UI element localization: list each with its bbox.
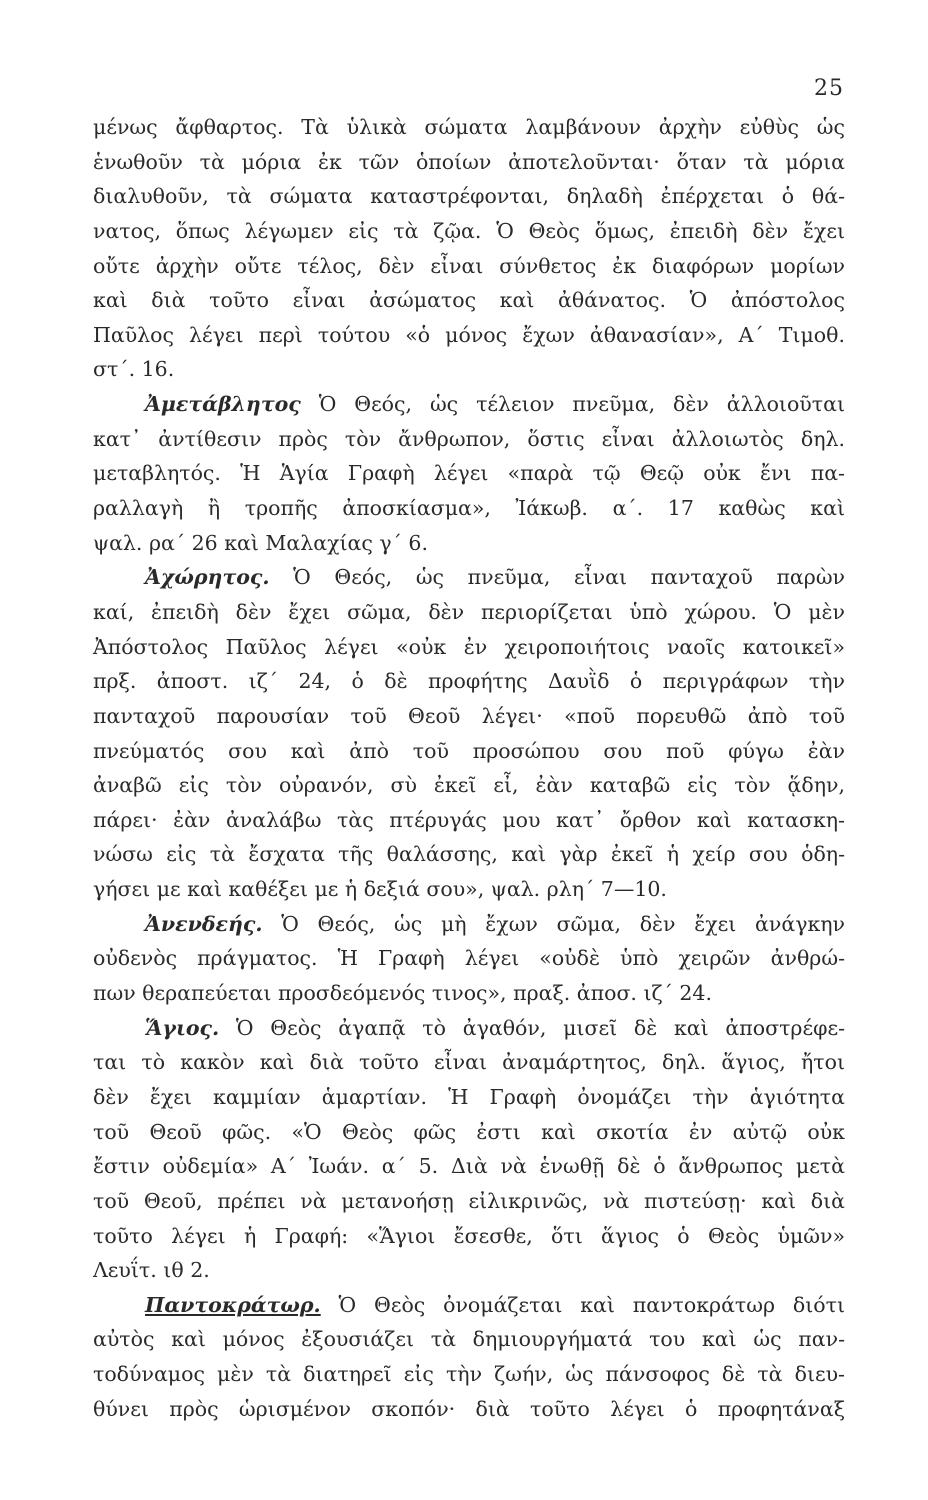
text-line [93, 1392, 845, 1427]
line-text: Ὁ Θεός, ὡς μὴ ἔχων σῶμα, δὲν ἔχει ἀνάγκην [262, 911, 845, 936]
entry-term: Ἀνενδεής. [145, 911, 263, 936]
line-text: διαλυθοῦν, τὰ σώματα καταστρέφονται, δηλαδὴ ἐπέρχεται ὁ θά- [93, 184, 845, 209]
line-text: πανταχοῦ παρουσίαν τοῦ Θεοῦ λέγει· «ποῦ πορευθῶ ἀπὸ τοῦ [93, 703, 845, 728]
text-line [93, 318, 845, 353]
line-text: πρξ. ἀποστ. ιζ΄ 24, ὁ δὲ προφήτης Δαυῒδ ὁ περιγράφων τὴν [93, 669, 845, 694]
line-text: Ὁ Θεὸς ὀνομάζεται καὶ παντοκράτωρ διότι [320, 1292, 845, 1317]
line-text: τοῦτο λέγει ἡ Γραφή: «Ἅγιοι ἔσεσθε, ὅτι ἅγιος ὁ Θεὸς ὑμῶν» [93, 1223, 845, 1248]
entry-heading-line [93, 907, 845, 942]
page-number: 25 [814, 76, 844, 101]
text-line [93, 1219, 845, 1254]
line-text: Ὁ Θεὸς ἀγαπᾷ τὸ ἀγαθόν, μισεῖ δὲ καὶ ἀποστρέφε- [219, 1015, 845, 1040]
text-line [93, 976, 845, 1011]
text-line [93, 941, 845, 976]
text-line [93, 214, 845, 249]
line-text: ἔστιν οὐδεμία» Α΄ Ἰωάν. α΄ 5. Διὰ νὰ ἑνωθῇ δὲ ὁ ἄνθρωπος μετὰ [93, 1154, 845, 1179]
text-line [93, 179, 845, 214]
line-text: θύνει πρὸς ὡρισμένον σκοπόν· διὰ τοῦτο λέγει ὁ προφητάναξ [93, 1396, 845, 1421]
line-text: πάρει· ἐὰν ἀναλάβω τὰς πτέρυγάς μου κατ᾽ ὄρθον καὶ κατασκη- [93, 807, 845, 832]
text-line [93, 1253, 845, 1288]
line-text: ψαλ. ρα΄ 26 καὶ Μαλαχίας γ΄ 6. [93, 530, 428, 555]
line-text: στ΄. 16. [93, 357, 175, 382]
text-line [93, 145, 845, 180]
line-text: δὲν ἔχει καμμίαν ἁμαρτίαν. Ἡ Γραφὴ ὀνομάζει τὴν ἁγιότητα [93, 1084, 845, 1109]
text-line [93, 734, 845, 769]
text-line [93, 803, 845, 838]
text-line [93, 1080, 845, 1115]
line-text: αὐτὸς καὶ μόνος ἐξουσιάζει τὰ δημιουργήματά του καὶ ὡς παν- [93, 1327, 845, 1352]
line-text: τοῦ Θεοῦ, πρέπει νὰ μετανοήσῃ εἰλικρινῶς, νὰ πιστεύσῃ· καὶ διὰ [93, 1188, 845, 1213]
entry-heading-line [93, 1011, 845, 1046]
text-line [93, 837, 845, 872]
entry-term: Ἅγιος. [145, 1015, 220, 1040]
entry-heading-line [93, 560, 845, 595]
text-line [93, 630, 845, 665]
line-text: μένως ἄφθαρτος. Τὰ ὑλικὰ σώματα λαμβάνουν ἀρχὴν εὐθὺς ὡς [93, 115, 845, 139]
text-line [93, 1045, 845, 1080]
line-text: νατος, ὅπως λέγωμεν εἰς τὰ ζῷα. Ὁ Θεὸς ὅμως, ἐπειδὴ δὲν ἔχει [93, 218, 845, 243]
text-line [93, 491, 845, 526]
text-line [93, 595, 845, 630]
body-text [93, 110, 845, 1426]
entry-term: Παντοκράτωρ. [145, 1292, 321, 1317]
entry-term: Ἀχώρητος. [145, 565, 270, 590]
text-line [93, 1184, 845, 1219]
line-text: ραλλαγὴ ἢ τροπῆς ἀποσκίασμα», Ἰάκωβ. α΄. 17 καθὼς καὶ [93, 496, 845, 521]
line-text: Ἀπόστολος Παῦλος λέγει «οὐκ ἐν χειροποιήτοις ναοῖς κατοικεῖ» [93, 634, 845, 659]
line-text: πων θεραπεύεται προσδεόμενός τινος», πραξ. ἀποσ. ιζ΄ 24. [93, 981, 712, 1006]
line-text: μεταβλητός. Ἡ Ἁγία Γραφὴ λέγει «παρὰ τῷ Θεῷ οὐκ ἔνι πα- [93, 461, 845, 486]
text-line [93, 526, 845, 561]
line-text: νώσω εἰς τὰ ἔσχατα τῆς θαλάσσης, καὶ γὰρ ἐκεῖ ἡ χείρ σου ὁδη- [93, 842, 845, 867]
line-text: ἑνωθοῦν τὰ μόρια ἐκ τῶν ὁποίων ἀποτελοῦνται· ὅταν τὰ μόρια [93, 149, 845, 174]
line-text: τοδύναμος μὲν τὰ διατηρεῖ εἰς τὴν ζωήν, ὡς πάνσοφος δὲ τὰ διευ- [93, 1362, 845, 1387]
line-text: ται τὸ κακὸν καὶ διὰ τοῦτο εἶναι ἀναμάρτητος, δηλ. ἅγιος, ἤτοι [93, 1050, 845, 1075]
line-text: καί, ἐπειδὴ δὲν ἔχει σῶμα, δὲν περιορίζεται ὑπὸ χώρου. Ὁ μὲν [93, 599, 845, 624]
entry-term: Ἀμετάβλητος [145, 392, 301, 417]
text-line [93, 110, 845, 145]
line-text: καὶ διὰ τοῦτο εἶναι ἀσώματος καὶ ἀθάνατος. Ὁ ἀπόστολος [93, 288, 845, 313]
text-line [93, 456, 845, 491]
text-line [93, 1357, 845, 1392]
text-line [93, 872, 845, 907]
entry-heading-line [93, 387, 845, 422]
line-text: οὔτε ἀρχὴν οὔτε τέλος, δὲν εἶναι σύνθετος ἐκ διαφόρων μορίων [93, 253, 845, 278]
line-text: τοῦ Θεοῦ φῶς. «Ὁ Θεὸς φῶς ἐστι καὶ σκοτία ἐν αὐτῷ οὐκ [93, 1119, 845, 1144]
text-line [93, 768, 845, 803]
text-line [93, 1115, 845, 1150]
text-line [93, 352, 845, 387]
line-text: ἀναβῶ εἰς τὸν οὐρανόν, σὺ ἐκεῖ εἶ, ἐὰν καταβῶ εἰς τὸν ᾅδην, [93, 773, 845, 798]
line-text: οὐδενὸς πράγματος. Ἡ Γραφὴ λέγει «οὐδὲ ὑπὸ χειρῶν ἀνθρώ- [93, 946, 845, 971]
line-text: κατ᾽ ἀντίθεσιν πρὸς τὸν ἄνθρωπον, ὅστις εἶναι ἀλλοιωτὸς δηλ. [93, 426, 845, 451]
text-line [93, 699, 845, 734]
text-line [93, 1322, 845, 1357]
line-text: γήσει με καὶ καθέξει με ἡ δεξιά σου», ψαλ. ρλη΄ 7—10. [93, 877, 667, 902]
line-text: πνεύματός σου καὶ ἀπὸ τοῦ προσώπου σου ποῦ φύγω ἐὰν [93, 738, 845, 763]
text-line [93, 664, 845, 699]
line-text: Ὁ Θεός, ὡς τέλειον πνεῦμα, δὲν ἀλλοιοῦται [300, 392, 845, 417]
line-text: Παῦλος λέγει περὶ τούτου «ὁ μόνος ἔχων ἀθανασίαν», Α΄ Τιμοθ. [93, 322, 845, 347]
entry-heading-line [93, 1288, 845, 1323]
line-text: Λευΐτ. ιθ 2. [93, 1258, 210, 1283]
text-line [93, 283, 845, 318]
line-text: Ὁ Θεός, ὡς πνεῦμα, εἶναι πανταχοῦ παρὼν [269, 565, 845, 590]
text-line [93, 1149, 845, 1184]
text-line [93, 422, 845, 457]
text-line [93, 249, 845, 284]
